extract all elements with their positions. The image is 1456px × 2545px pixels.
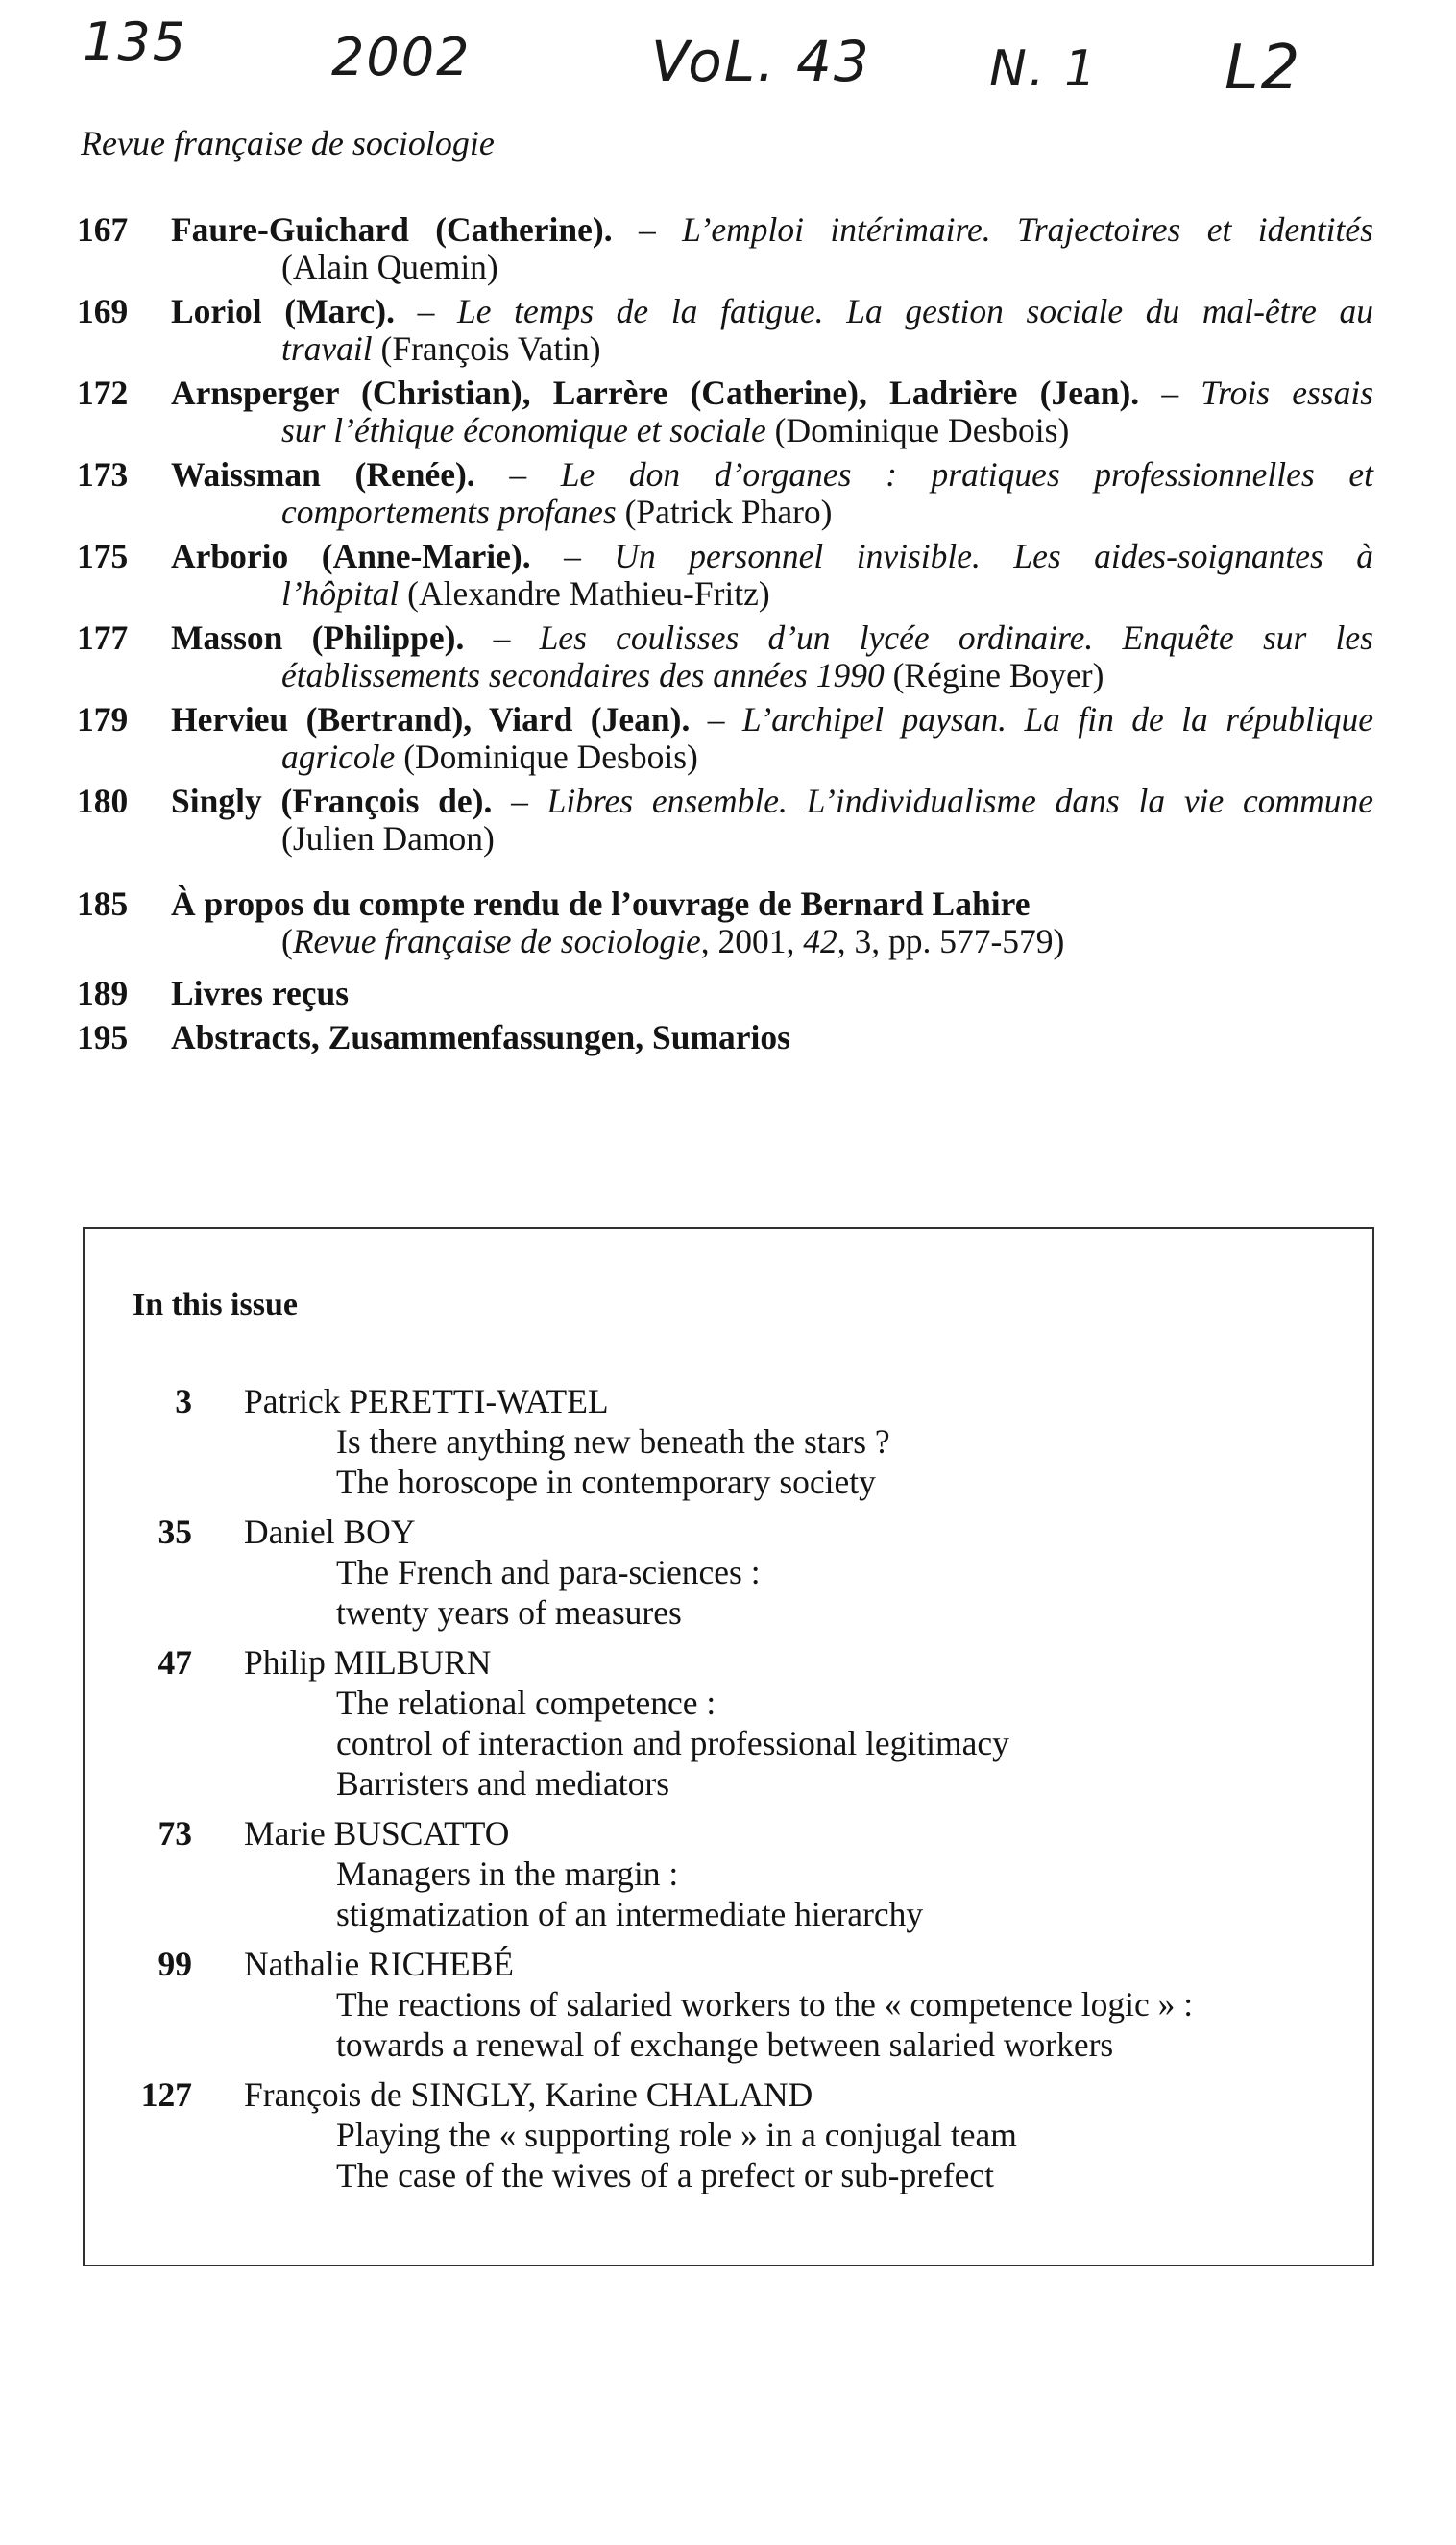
issue-author: Nathalie RICHEBÉ — [244, 1945, 514, 1983]
issue-page-number: 47 — [158, 1643, 192, 1682]
apropos-reference — [171, 923, 1373, 960]
review-entry — [77, 619, 1373, 694]
entry-dash: – — [474, 455, 561, 494]
issue-title-line: stigmatization of an intermediate hierarchy — [336, 1895, 924, 1933]
issue-item — [85, 1944, 1372, 2065]
page-number: 195 — [77, 1018, 129, 1056]
ref-mid: , 2001, — [700, 922, 804, 960]
entry-line-2 — [171, 412, 1373, 449]
entry-title: Libres ensemble. L’individualisme dans la vie commune — [546, 782, 1374, 820]
page-number: 167 — [77, 210, 129, 249]
entry-reviewer: (Dominique Desbois) — [395, 738, 698, 776]
entry-line — [171, 783, 1373, 820]
issue-item — [85, 2074, 1372, 2195]
entry-title-cont: établissements secondaires des années 1990 — [281, 656, 885, 694]
entry-reviewer: (Julien Damon) — [281, 819, 495, 858]
entry-line-2 — [171, 249, 1373, 286]
issue-title-line: Managers in the margin : — [336, 1854, 679, 1893]
issue-page-number: 99 — [158, 1945, 192, 1983]
entry-title-cont: sur l’éthique économique et sociale — [281, 411, 766, 449]
entry-line-2 — [171, 657, 1373, 694]
entry-author: Hervieu (Bertrand), Viard (Jean). — [171, 700, 691, 739]
entry-author: Arborio (Anne-Marie). — [171, 537, 531, 575]
entry-line — [171, 375, 1373, 412]
entry-line-2 — [171, 820, 1373, 858]
review-entry — [77, 293, 1373, 368]
entry-title: L’archipel paysan. La fin de la république — [741, 700, 1374, 739]
entry-reviewer: (Alexandre Mathieu-Fritz) — [399, 574, 770, 613]
entry-line — [171, 293, 1373, 330]
entry-dash: – — [394, 292, 458, 330]
page-number: 172 — [77, 374, 129, 412]
ref-journal: Revue française de sociologie — [292, 922, 701, 960]
apropos-entry — [77, 885, 1373, 960]
entry-title-cont: travail — [281, 329, 373, 368]
entry-dash: – — [530, 537, 615, 575]
entry-reviewer: (Patrick Pharo) — [616, 493, 833, 531]
issue-title-line: Playing the « supporting role » in a conjugal team — [336, 2116, 1017, 2154]
handwritten-issue: N. 1 — [989, 40, 1099, 98]
issue-title-line: The relational competence : — [336, 1684, 716, 1722]
issue-item — [85, 1381, 1372, 1502]
page-number: 173 — [77, 455, 129, 494]
entry-reviewer: (Dominique Desbois) — [765, 411, 1070, 449]
issue-title-line: twenty years of measures — [336, 1593, 682, 1632]
issue-author: Daniel BOY — [244, 1513, 416, 1551]
issue-page-number: 127 — [140, 2075, 192, 2114]
entry-title: L’emploi intérimaire. Trajectoires et identités — [682, 210, 1373, 249]
handwritten-code: L2 — [1225, 33, 1302, 104]
entry-reviewer: (François Vatin) — [372, 329, 601, 368]
entry-author: Masson (Philippe). — [171, 618, 465, 657]
ref-open: ( — [281, 922, 293, 960]
entry-author: Singly (François de). — [171, 782, 493, 820]
issue-title-line: The case of the wives of a prefect or sub-prefect — [336, 2156, 995, 2194]
issue-title-line: Barristers and mediators — [336, 1764, 670, 1803]
issue-title-line: The horoscope in contemporary society — [336, 1463, 876, 1501]
entry-line-2 — [171, 575, 1373, 613]
journal-title: Revue française de sociologie — [81, 124, 495, 162]
review-entry — [77, 375, 1373, 449]
entry-line — [171, 538, 1373, 575]
entry-author: Faure-Guichard (Catherine). — [171, 210, 613, 249]
review-entry — [77, 783, 1373, 858]
entry-line-2 — [171, 330, 1373, 368]
page-number: 179 — [77, 700, 129, 739]
entry-author: Loriol (Marc). — [171, 292, 395, 330]
entry-title: Le temps de la fatigue. La gestion sociale du mal-être au — [457, 292, 1373, 330]
spacer — [77, 864, 1373, 885]
page-number: 185 — [77, 885, 129, 923]
page-number: 189 — [77, 974, 129, 1012]
issue-item — [85, 1512, 1372, 1633]
issue-title-line: towards a renewal of exchange between salaried workers — [336, 2025, 1114, 2064]
handwritten-page-number: 135 — [83, 12, 188, 72]
issue-title-line: The reactions of salaried workers to the « competence logic » : — [336, 1985, 1194, 2024]
entry-line-2 — [171, 739, 1373, 776]
ref-volume: 42 — [803, 922, 837, 960]
issue-item — [85, 1642, 1372, 1804]
entry-reviewer: (Alain Quemin) — [281, 248, 498, 286]
entry-reviewer: (Régine Boyer) — [884, 656, 1104, 694]
livres-title: Livres reçus — [171, 974, 350, 1012]
table-of-contents — [77, 211, 1373, 1063]
entry-line — [171, 211, 1373, 249]
entry-dash: – — [1139, 374, 1201, 412]
entry-title-cont: comportements profanes — [281, 493, 617, 531]
apropos-title: À propos du compte rendu de l’ouvrage de Bernard Lahire — [171, 885, 1031, 923]
entry-title: Le don d’organes : pratiques professionnelles et — [560, 455, 1373, 494]
issue-page-number: 3 — [175, 1382, 192, 1420]
entry-dash: – — [612, 210, 683, 249]
issue-author: Philip MILBURN — [244, 1643, 492, 1682]
entry-author: Waissman (Renée). — [171, 455, 475, 494]
review-entry — [77, 701, 1373, 776]
issue-item — [85, 1813, 1372, 1934]
in-this-issue-heading: In this issue — [133, 1287, 298, 1322]
abstracts-title: Abstracts, Zusammenfassungen, Sumarios — [171, 1018, 790, 1056]
issue-author: Marie BUSCATTO — [244, 1814, 510, 1853]
abstracts-entry — [77, 1019, 1373, 1056]
issue-page-number: 35 — [158, 1513, 192, 1551]
issue-author: Patrick PERETTI-WATEL — [244, 1382, 609, 1420]
in-this-issue-box — [83, 1227, 1374, 2266]
entry-dash: – — [690, 700, 742, 739]
ref-end: , 3, pp. 577-579) — [837, 922, 1065, 960]
handwritten-volume: VoL. 43 — [651, 29, 871, 94]
review-entry — [77, 456, 1373, 531]
entry-title: Un personnel invisible. Les aides-soignantes à — [614, 537, 1374, 575]
issue-author: François de SINGLY, Karine CHALAND — [244, 2075, 813, 2114]
livres-entry — [77, 975, 1373, 1012]
entry-line — [171, 701, 1373, 739]
entry-title: Trois essais — [1201, 374, 1374, 412]
handwritten-year: 2002 — [331, 27, 472, 87]
entry-title-cont: agricole — [281, 738, 396, 776]
page-number: 175 — [77, 537, 129, 575]
page-number: 177 — [77, 618, 129, 657]
issue-title-line: The French and para-sciences : — [336, 1553, 761, 1591]
entry-line-2 — [171, 494, 1373, 531]
entry-line — [171, 456, 1373, 494]
entry-title: Les coulisses d’un lycée ordinaire. Enquête sur les — [539, 618, 1373, 657]
review-entry — [77, 211, 1373, 286]
issue-title-line: Is there anything new beneath the stars ? — [336, 1422, 890, 1461]
page-number: 169 — [77, 292, 129, 330]
entry-title-cont: l’hôpital — [281, 574, 400, 613]
review-entry — [77, 538, 1373, 613]
entry-dash: – — [492, 782, 547, 820]
issue-page-number: 73 — [158, 1814, 192, 1853]
entry-line — [171, 619, 1373, 657]
entry-dash: – — [464, 618, 540, 657]
entry-author: Arnsperger (Christian), Larrère (Catherine), Ladrière (Jean). — [171, 374, 1140, 412]
issue-list — [85, 1381, 1372, 2205]
issue-title-line: control of interaction and professional legitimacy — [336, 1724, 1009, 1762]
page-number: 180 — [77, 782, 129, 820]
